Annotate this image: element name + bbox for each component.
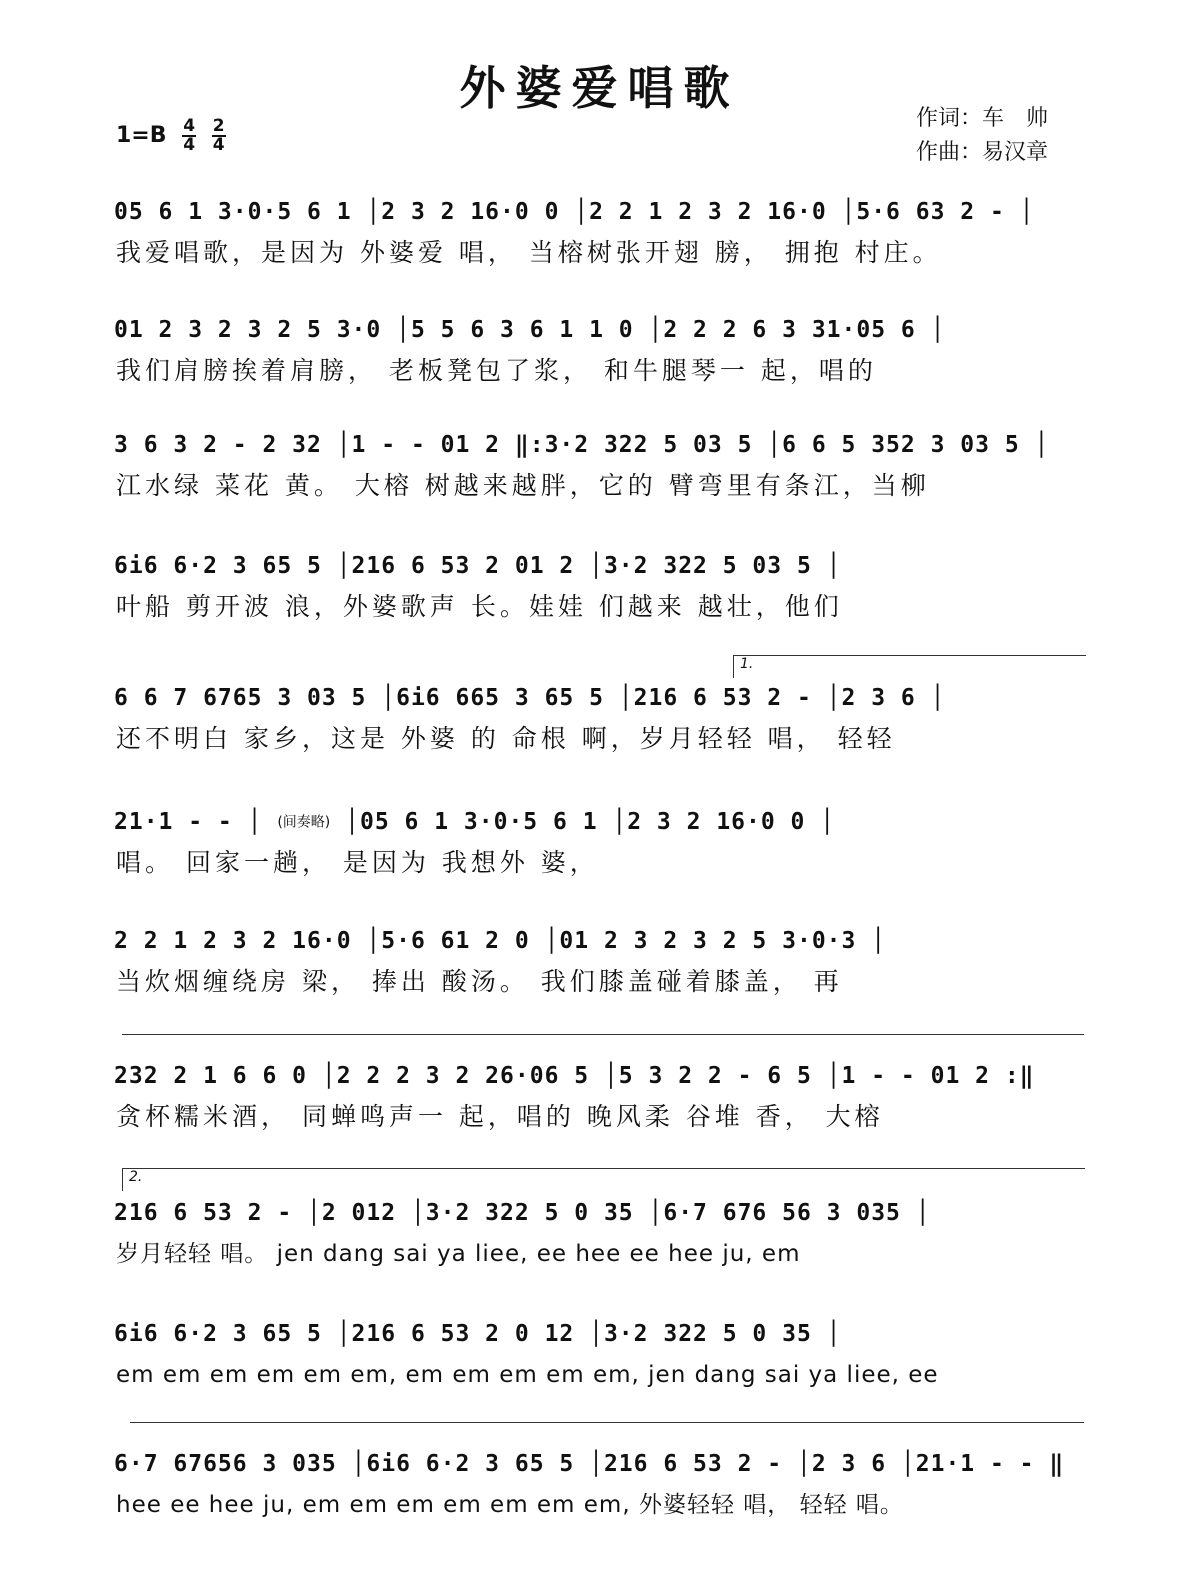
notation-part-a: 21·1 - - │ <box>114 809 263 835</box>
volta-bracket-2 <box>122 1168 1085 1191</box>
volta-label: 1. <box>740 656 754 672</box>
time-signature-4-4: $\frac{4}{4}$ <box>183 116 196 155</box>
song-title: 外婆爱唱歌 <box>459 61 740 115</box>
lyrics: 唱。 回家一趟， 是因为 我想外 婆， <box>116 848 599 877</box>
lyrics: hee ee hee ju, em em em em em em em, 外婆轻轻 唱， 轻轻 唱。 <box>116 1492 904 1518</box>
notation-part-b: │05 6 1 3·0·5 6 1 │2 3 2 16·0 0 │ <box>345 809 836 835</box>
notation: 6·7 67656 3 035 │6i6 6·2 3 65 5 │216 6 53 2 - │2 3 6 │21·1 - - ‖ <box>114 1451 1065 1477</box>
lyrics: 我们肩膀挨着肩膀， 老板凳包了浆， 和牛腿琴一 起，唱的 <box>116 356 877 385</box>
notation: 6i6 6·2 3 65 5 │216 6 53 2 0 12 │3·2 322 5 0 35 │ <box>114 1321 842 1347</box>
volta-label: 2. <box>129 1169 143 1185</box>
notation: 2 2 1 2 3 2 16·0 │5·6 61 2 0 │01 2 3 2 3 2 5 3·0·3 │ <box>114 928 887 954</box>
lyrics: 叶船 剪开波 浪，外婆歌声 长。娃娃 们越来 越壮，他们 <box>116 592 843 621</box>
lyricist: 作词：车 帅 <box>916 106 1049 131</box>
lyrics: em em em em em em, em em em em em, jen dang sai ya liee, ee <box>116 1362 939 1388</box>
time-signature-2-4: $\frac{2}{4}$ <box>212 116 225 155</box>
repeat-bracket-line-2 <box>130 1422 1084 1423</box>
interlude-note: (间奏略) <box>277 814 331 831</box>
key-signature: 1=B <box>116 123 167 148</box>
notation: 216 6 53 2 - │2 012 │3·2 322 5 0 35 │6·7 676 56 3 035 │ <box>114 1200 931 1226</box>
lyrics: 还不明白 家乡，这是 外婆 的 命根 啊，岁月轻轻 唱， 轻轻 <box>116 724 896 753</box>
notation: 6 6 7 6765 3 03 5 │6i6 665 3 65 5 │216 6 53 2 - │2 3 6 │ <box>114 685 946 711</box>
notation: 01 2 3 2 3 2 5 3·0 │5 5 6 3 6 1 1 0 │2 2 2 6 3 31·05 6 │ <box>114 317 946 343</box>
lyrics: 江水绿 菜花 黄。 大榕 树越来越胖，它的 臂弯里有条江，当柳 <box>116 471 930 500</box>
key-and-time-signature <box>116 118 226 154</box>
notation: 05 6 1 3·0·5 6 1 │2 3 2 16·0 0 │2 2 1 2 3 2 16·0 │5·6 63 2 - │ <box>114 199 1035 225</box>
credits <box>916 102 1048 170</box>
volta-bracket-1 <box>733 655 1086 678</box>
notation: 3 6 3 2 - 2 32 │1 - - 01 2 ‖:3·2 322 5 03 5 │6 6 5 352 3 03 5 │ <box>114 432 1050 458</box>
repeat-bracket-line <box>122 1034 1084 1035</box>
notation <box>114 802 1090 842</box>
lyrics: 贪杯糯米酒， 同蝉鸣声一 起，唱的 晚风柔 谷堆 香， 大榕 <box>116 1102 884 1131</box>
lyrics: 岁月轻轻 唱。 jen dang sai ya liee, ee hee ee hee ju, em <box>116 1241 801 1267</box>
composer: 作曲：易汉章 <box>916 140 1049 165</box>
lyrics: 我爱唱歌，是因为 外婆爱 唱， 当榕树张开翅 膀， 拥抱 村庄。 <box>116 238 942 267</box>
notation: 6i6 6·2 3 65 5 │216 6 53 2 01 2 │3·2 322 5 03 5 │ <box>114 553 842 579</box>
lyrics: 当炊烟缠绕房 梁， 捧出 酸汤。 我们膝盖碰着膝盖， 再 <box>116 967 843 996</box>
notation: 232 2 1 6 6 0 │2 2 2 3 2 26·06 5 │5 3 2 2 - 6 5 │1 - - 01 2 :‖ <box>114 1063 1035 1089</box>
